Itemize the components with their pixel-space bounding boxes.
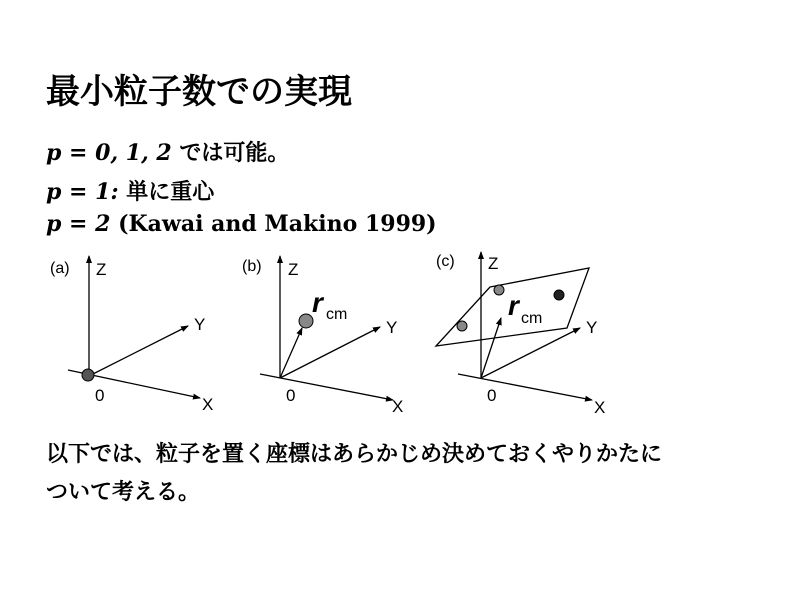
z-axis-label: Z	[288, 260, 299, 279]
line-text: では可能。	[179, 141, 290, 166]
math-expression: p = 2	[46, 211, 111, 237]
y-axis-label: Y	[586, 318, 598, 337]
line-text: (Kawai and Makino 1999)	[118, 211, 437, 237]
x-axis-label: X	[392, 397, 404, 416]
particle	[299, 314, 313, 328]
y-axis-label: Y	[194, 315, 206, 334]
particle	[82, 369, 94, 381]
panel-b	[242, 256, 403, 416]
condition-line-2	[46, 175, 214, 206]
r-vector-label: r	[508, 290, 519, 321]
z-axis-label: Z	[96, 260, 107, 279]
slide-title: 最小粒子数での実現	[46, 72, 352, 112]
panel-label: (b)	[242, 258, 262, 275]
particle	[457, 321, 467, 331]
cm-subscript: cm	[326, 306, 348, 323]
line-text: 単に重心	[126, 180, 215, 205]
y-axis	[89, 326, 188, 376]
footer-line-1: 以下では、粒子を置く座標はあらかじめ決めておくやりかたに	[46, 442, 663, 467]
position-vector	[280, 328, 302, 378]
x-axis-label: X	[594, 398, 606, 417]
particle	[554, 290, 564, 300]
condition-line-3	[46, 211, 437, 237]
x-axis-label: X	[202, 395, 214, 414]
origin-label: 0	[487, 386, 497, 405]
r-vector-label: r	[312, 287, 323, 318]
panel-label: (c)	[436, 253, 455, 270]
panel-a	[50, 256, 213, 414]
panel-label: (a)	[50, 260, 70, 277]
footer-line-2: ついて考える。	[46, 480, 201, 505]
y-axis	[280, 327, 380, 378]
origin-label: 0	[286, 386, 296, 405]
math-expression: p = 1:	[46, 179, 119, 205]
x-axis	[458, 374, 592, 400]
origin-label: 0	[95, 386, 105, 405]
cm-subscript: cm	[521, 310, 543, 327]
math-expression: p = 0, 1, 2	[46, 140, 172, 166]
particle	[494, 285, 504, 295]
condition-line-1	[46, 136, 289, 167]
z-axis-label: Z	[488, 254, 499, 273]
y-axis-label: Y	[386, 318, 398, 337]
coordinate-figure	[0, 245, 800, 425]
panel-c	[436, 252, 605, 417]
